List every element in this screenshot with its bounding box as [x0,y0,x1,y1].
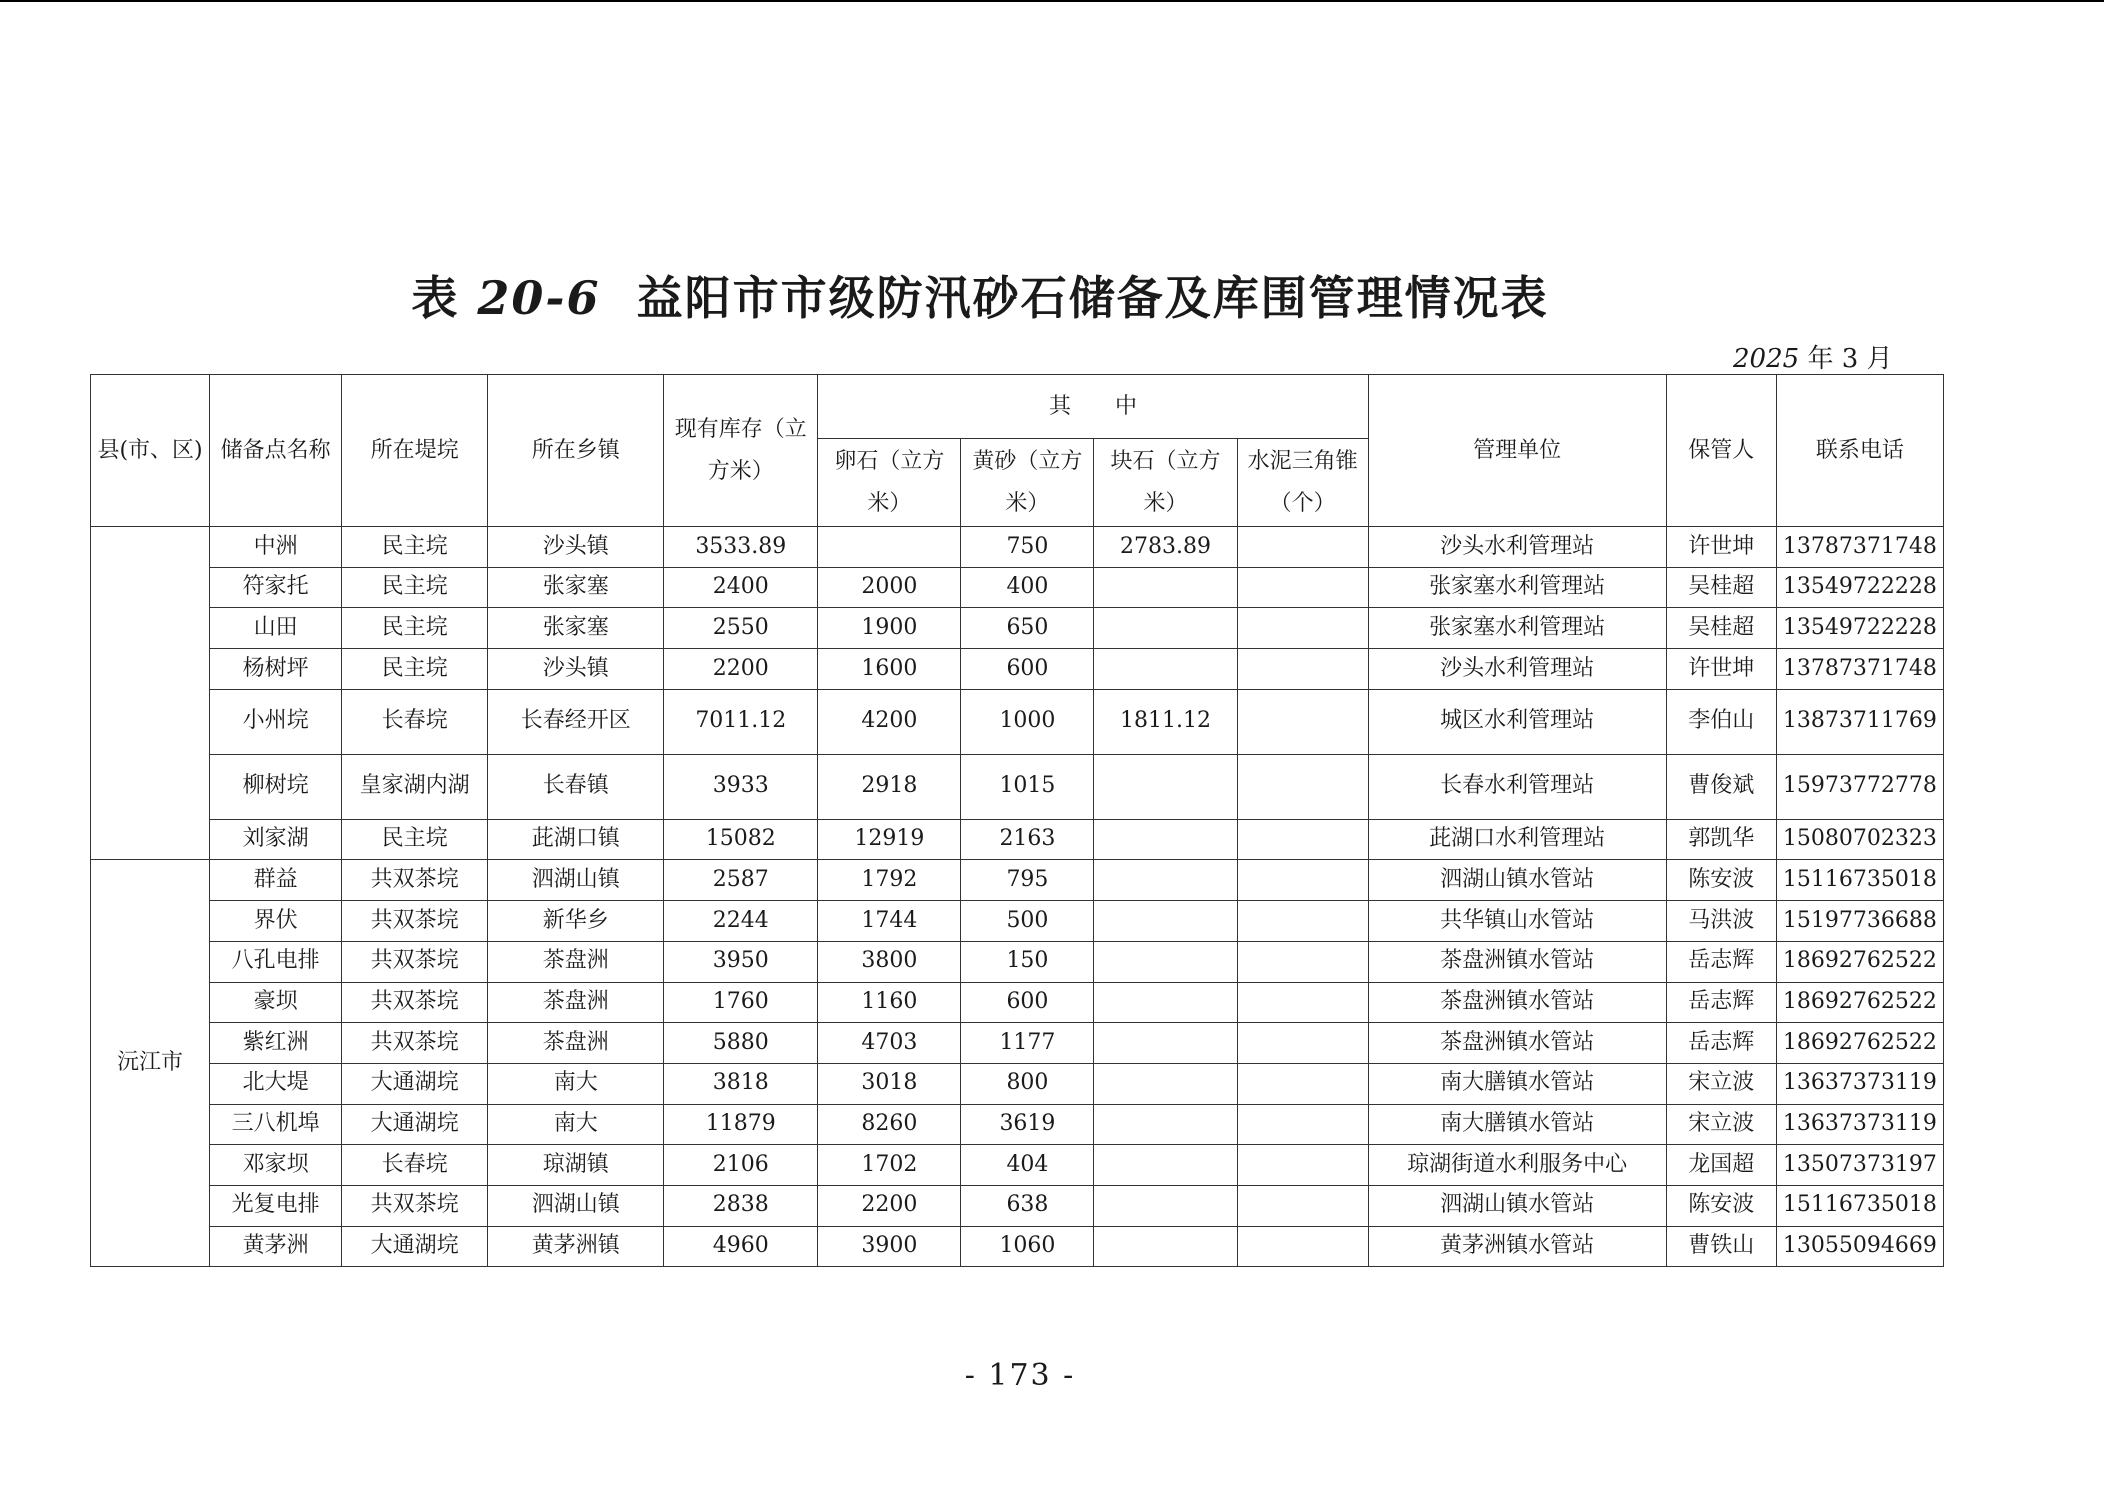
cell-site: 刘家湖 [210,819,342,860]
top-border-line [0,0,2104,2]
cell-levee: 民主垸 [342,608,488,649]
cell-block [1094,941,1237,982]
cell-block [1094,1185,1237,1226]
cell-levee: 大通湖垸 [342,1104,488,1145]
cell-site: 三八机埠 [210,1104,342,1145]
cell-block [1094,1104,1237,1145]
cell-site: 群益 [210,860,342,901]
cell-stock: 2587 [664,860,818,901]
cell-cone [1237,1185,1368,1226]
cell-pebble: 2918 [818,754,961,819]
cell-cone [1237,901,1368,942]
cell-sand: 500 [961,901,1094,942]
cell-unit: 茈湖口水利管理站 [1368,819,1666,860]
cell-cone [1237,754,1368,819]
cell-block [1094,860,1237,901]
cell-cone [1237,1145,1368,1186]
cell-unit: 黄茅洲镇水管站 [1368,1226,1666,1267]
cell-keeper: 宋立波 [1666,1063,1776,1104]
cell-sand: 600 [961,982,1094,1023]
cell-sand: 1000 [961,689,1094,754]
table-row [91,689,1944,754]
cell-phone: 15080702323 [1776,819,1943,860]
cell-sand: 650 [961,608,1094,649]
cell-pebble: 1792 [818,860,961,901]
cell-sand: 150 [961,941,1094,982]
table-row [91,754,1944,819]
cell-phone: 13637373119 [1776,1063,1943,1104]
cell-sand: 1015 [961,754,1094,819]
cell-phone: 13507373197 [1776,1145,1943,1186]
cell-levee: 民主垸 [342,527,488,568]
cell-unit: 长春水利管理站 [1368,754,1666,819]
cell-phone: 18692762522 [1776,1023,1943,1064]
cell-stock: 2106 [664,1145,818,1186]
table-row [91,819,1944,860]
header-block: 块石（立方米） [1094,439,1237,527]
cell-keeper: 许世坤 [1666,649,1776,690]
cell-phone: 18692762522 [1776,982,1943,1023]
cell-pebble: 8260 [818,1104,961,1145]
cell-pebble: 1744 [818,901,961,942]
cell-block: 2783.89 [1094,527,1237,568]
cell-block [1094,1145,1237,1186]
cell-keeper: 马洪波 [1666,901,1776,942]
cell-block: 1811.12 [1094,689,1237,754]
cell-levee: 大通湖垸 [342,1226,488,1267]
cell-keeper: 陈安波 [1666,860,1776,901]
cell-unit: 南大膳镇水管站 [1368,1104,1666,1145]
cell-pebble: 4200 [818,689,961,754]
cell-stock: 2200 [664,649,818,690]
cell-levee: 共双茶垸 [342,901,488,942]
cell-pebble: 3018 [818,1063,961,1104]
cell-levee: 大通湖垸 [342,1063,488,1104]
cell-town: 沙头镇 [488,649,664,690]
header-sand: 黄砂（立方米） [961,439,1094,527]
cell-phone: 13055094669 [1776,1226,1943,1267]
cell-unit: 泗湖山镇水管站 [1368,860,1666,901]
cell-town: 长春经开区 [488,689,664,754]
cell-town: 泗湖山镇 [488,1185,664,1226]
cell-site: 豪坝 [210,982,342,1023]
cell-levee: 民主垸 [342,649,488,690]
cell-levee: 共双茶垸 [342,941,488,982]
cell-cone [1237,1226,1368,1267]
cell-block [1094,1023,1237,1064]
cell-cone [1237,1023,1368,1064]
cell-unit: 张家塞水利管理站 [1368,608,1666,649]
sand-stone-reserve-table [90,374,1944,1267]
header-stock: 现有库存（立方米） [664,375,818,527]
cell-town: 沙头镇 [488,527,664,568]
cell-unit: 城区水利管理站 [1368,689,1666,754]
table-row [91,982,1944,1023]
cell-town: 黄茅洲镇 [488,1226,664,1267]
cell-site: 黄茅洲 [210,1226,342,1267]
cell-pebble: 1702 [818,1145,961,1186]
table-row [91,567,1944,608]
cell-block [1094,1226,1237,1267]
cell-cone [1237,1104,1368,1145]
cell-block [1094,819,1237,860]
table-row [91,1185,1944,1226]
date-year: 2025 [1733,344,1800,374]
cell-town: 茶盘洲 [488,1023,664,1064]
cell-cone [1237,608,1368,649]
cell-unit: 茶盘洲镇水管站 [1368,982,1666,1023]
cell-stock: 5880 [664,1023,818,1064]
cell-town: 泗湖山镇 [488,860,664,901]
cell-site: 中洲 [210,527,342,568]
cell-cone [1237,527,1368,568]
cell-block [1094,901,1237,942]
cell-phone: 13787371748 [1776,649,1943,690]
cell-unit: 沙头水利管理站 [1368,527,1666,568]
cell-cone [1237,819,1368,860]
header-cone: 水泥三角锥（个） [1237,439,1368,527]
cell-keeper: 郭凯华 [1666,819,1776,860]
cell-town: 新华乡 [488,901,664,942]
cell-stock: 4960 [664,1226,818,1267]
cell-cone [1237,689,1368,754]
cell-stock: 7011.12 [664,689,818,754]
cell-keeper: 岳志辉 [1666,941,1776,982]
cell-town: 张家塞 [488,608,664,649]
cell-sand: 2163 [961,819,1094,860]
cell-cone [1237,982,1368,1023]
cell-site: 符家托 [210,567,342,608]
table-row [91,1226,1944,1267]
header-site: 储备点名称 [210,375,342,527]
cell-site: 八孔电排 [210,941,342,982]
header-county: 县(市、区) [91,375,210,527]
cell-pebble: 12919 [818,819,961,860]
cell-site: 山田 [210,608,342,649]
cell-phone: 13873711769 [1776,689,1943,754]
cell-levee: 长春垸 [342,689,488,754]
cell-sand: 404 [961,1145,1094,1186]
cell-sand: 800 [961,1063,1094,1104]
cell-pebble: 1160 [818,982,961,1023]
cell-cone [1237,1063,1368,1104]
date-tail: 年 3 月 [1807,344,1893,374]
cell-site: 北大堤 [210,1063,342,1104]
cell-stock: 1760 [664,982,818,1023]
cell-cone [1237,649,1368,690]
cell-keeper: 吴桂超 [1666,567,1776,608]
cell-stock: 3950 [664,941,818,982]
cell-site: 界伏 [210,901,342,942]
cell-phone: 15116735018 [1776,1185,1943,1226]
cell-phone: 15197736688 [1776,901,1943,942]
cell-levee: 民主垸 [342,819,488,860]
cell-town: 茈湖口镇 [488,819,664,860]
cell-phone: 13637373119 [1776,1104,1943,1145]
cell-keeper: 吴桂超 [1666,608,1776,649]
cell-stock: 3533.89 [664,527,818,568]
cell-pebble: 1600 [818,649,961,690]
cell-keeper: 宋立波 [1666,1104,1776,1145]
table-row [91,941,1944,982]
cell-pebble: 2000 [818,567,961,608]
header-among: 其 中 [818,375,1368,439]
cell-sand: 638 [961,1185,1094,1226]
header-pebble: 卵石（立方米） [818,439,961,527]
cell-keeper: 岳志辉 [1666,982,1776,1023]
cell-unit: 泗湖山镇水管站 [1368,1185,1666,1226]
cell-town: 茶盘洲 [488,941,664,982]
cell-stock: 2550 [664,608,818,649]
table-row [91,1145,1944,1186]
cell-sand: 795 [961,860,1094,901]
title-text: 益阳市市级防汛砂石储备及库围管理情况表 [636,271,1549,325]
header-levee: 所在堤垸 [342,375,488,527]
title-number: 20-6 [477,271,601,325]
cell-pebble [818,527,961,568]
cell-pebble: 3900 [818,1226,961,1267]
cell-keeper: 李伯山 [1666,689,1776,754]
cell-levee: 共双茶垸 [342,860,488,901]
table-row [91,901,1944,942]
cell-stock: 11879 [664,1104,818,1145]
table-row [91,649,1944,690]
cell-block [1094,649,1237,690]
cell-keeper: 曹铁山 [1666,1226,1776,1267]
cell-stock: 2400 [664,567,818,608]
cell-phone: 13549722228 [1776,567,1943,608]
cell-cone [1237,941,1368,982]
cell-stock: 2244 [664,901,818,942]
header-phone: 联系电话 [1776,375,1943,527]
cell-sand: 750 [961,527,1094,568]
cell-levee: 共双茶垸 [342,1185,488,1226]
cell-town: 南大 [488,1104,664,1145]
cell-site: 紫红洲 [210,1023,342,1064]
cell-levee: 共双茶垸 [342,982,488,1023]
cell-sand: 400 [961,567,1094,608]
cell-levee: 皇家湖内湖 [342,754,488,819]
cell-sand: 3619 [961,1104,1094,1145]
cell-phone: 13549722228 [1776,608,1943,649]
cell-keeper: 陈安波 [1666,1185,1776,1226]
cell-levee: 共双茶垸 [342,1023,488,1064]
cell-county: 沅江市 [91,860,210,1267]
cell-unit: 茶盘洲镇水管站 [1368,1023,1666,1064]
header-keeper: 保管人 [1666,375,1776,527]
cell-block [1094,608,1237,649]
cell-stock: 15082 [664,819,818,860]
cell-town: 张家塞 [488,567,664,608]
header-town: 所在乡镇 [488,375,664,527]
cell-unit: 茶盘洲镇水管站 [1368,941,1666,982]
cell-sand: 600 [961,649,1094,690]
cell-unit: 共华镇山水管站 [1368,901,1666,942]
cell-site: 邓家坝 [210,1145,342,1186]
cell-levee: 长春垸 [342,1145,488,1186]
cell-pebble: 4703 [818,1023,961,1064]
cell-sand: 1177 [961,1023,1094,1064]
cell-site: 光复电排 [210,1185,342,1226]
cell-keeper: 曹俊斌 [1666,754,1776,819]
cell-pebble: 1900 [818,608,961,649]
table-row [91,527,1944,568]
cell-phone: 18692762522 [1776,941,1943,982]
cell-stock: 3933 [664,754,818,819]
cell-phone: 15973772778 [1776,754,1943,819]
cell-phone: 13787371748 [1776,527,1943,568]
cell-block [1094,982,1237,1023]
cell-county [91,527,210,860]
cell-unit: 琼湖街道水利服务中心 [1368,1145,1666,1186]
cell-keeper: 龙国超 [1666,1145,1776,1186]
table-row [91,608,1944,649]
cell-town: 南大 [488,1063,664,1104]
table-row [91,1063,1944,1104]
cell-site: 杨树坪 [210,649,342,690]
cell-stock: 2838 [664,1185,818,1226]
cell-keeper: 许世坤 [1666,527,1776,568]
table-title [0,262,1960,328]
cell-unit: 南大膳镇水管站 [1368,1063,1666,1104]
cell-cone [1237,567,1368,608]
title-prefix: 表 [411,271,460,325]
table-row [91,860,1944,901]
cell-unit: 张家塞水利管理站 [1368,567,1666,608]
cell-block [1094,754,1237,819]
cell-town: 琼湖镇 [488,1145,664,1186]
table-row [91,1104,1944,1145]
cell-stock: 3818 [664,1063,818,1104]
cell-town: 长春镇 [488,754,664,819]
cell-block [1094,567,1237,608]
cell-cone [1237,860,1368,901]
report-date [1733,338,1893,375]
cell-phone: 15116735018 [1776,860,1943,901]
cell-site: 柳树垸 [210,754,342,819]
header-unit: 管理单位 [1368,375,1666,527]
cell-town: 茶盘洲 [488,982,664,1023]
cell-block [1094,1063,1237,1104]
cell-pebble: 3800 [818,941,961,982]
table-row [91,1023,1944,1064]
cell-site: 小州垸 [210,689,342,754]
table-body [91,527,1944,1267]
cell-keeper: 岳志辉 [1666,1023,1776,1064]
cell-sand: 1060 [961,1226,1094,1267]
page-number: - 173 - [964,1358,1076,1393]
cell-levee: 民主垸 [342,567,488,608]
cell-unit: 沙头水利管理站 [1368,649,1666,690]
cell-pebble: 2200 [818,1185,961,1226]
